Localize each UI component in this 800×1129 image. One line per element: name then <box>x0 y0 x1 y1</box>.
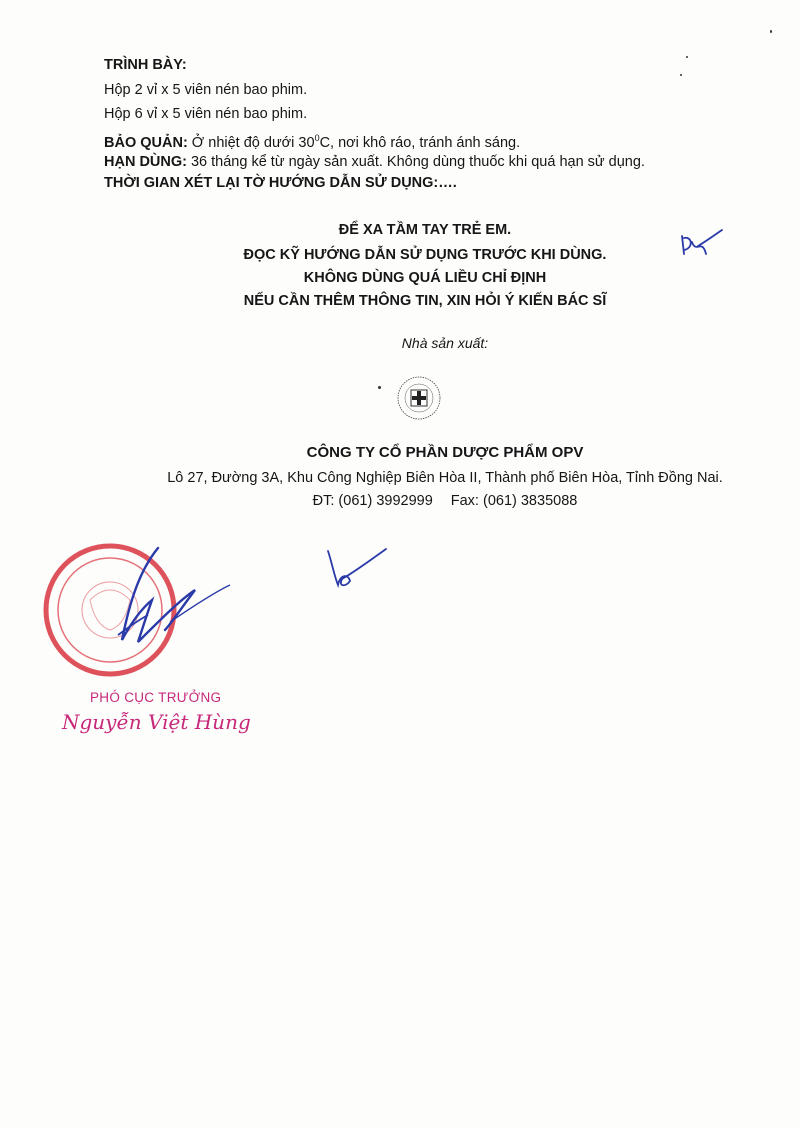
company-fax: Fax: (061) 3835088 <box>450 493 578 509</box>
speck-mark <box>680 74 682 76</box>
warning-3: KHÔNG DÙNG QUÁ LIỀU CHỈ ĐỊNH <box>303 270 547 286</box>
presentation-item-2: Hộp 6 vỉ x 5 viên nén bao phim. <box>104 106 308 122</box>
expiry-label: HẠN DÙNG: <box>104 154 187 170</box>
speck-mark <box>686 56 688 58</box>
manufacturer-label: Nhà sản xuất: <box>401 335 489 351</box>
storage-label: BẢO QUẢN: <box>104 134 188 151</box>
company-logo-icon <box>396 375 442 421</box>
warning-2: ĐỌC KỸ HƯỚNG DẪN SỬ DỤNG TRƯỚC KHI DÙNG. <box>243 247 607 263</box>
company-name: CÔNG TY CỔ PHẦN DƯỢC PHẨM OPV <box>306 444 584 461</box>
company-phone: ĐT: (061) 3992999 <box>312 493 433 509</box>
official-name: Nguyễn Việt Hùng <box>62 710 251 734</box>
warning-1: ĐỂ XA TẦM TAY TRẺ EM. <box>338 222 512 238</box>
storage-degree: 0 <box>314 133 320 143</box>
initials-signature-icon <box>676 228 726 262</box>
official-title: PHÓ CỤC TRƯỞNG <box>90 690 222 705</box>
speck-mark <box>770 30 772 33</box>
speck-mark <box>378 386 381 389</box>
storage-text-before: Ở nhiệt độ dưới 30 <box>187 134 315 151</box>
expiry-line <box>104 153 645 171</box>
presentation-heading: TRÌNH BÀY: <box>104 57 187 73</box>
company-contact <box>45 493 800 509</box>
warning-4: NẾU CẦN THÊM THÔNG TIN, XIN HỎI Ý KIẾN BÁC SĨ <box>243 293 607 309</box>
review-line: THỜI GIAN XÉT LẠI TỜ HƯỚNG DẪN SỬ DỤNG:…. <box>104 175 457 191</box>
company-address: Lô 27, Đường 3A, Khu Công Nghiệp Biên Hòa II, Thành phố Biên Hòa, Tỉnh Đồng Nai. <box>167 470 723 486</box>
storage-line <box>104 129 520 152</box>
storage-text-after: C, nơi khô ráo, tránh ánh sáng. <box>319 134 521 151</box>
official-seal-icon <box>30 530 250 690</box>
expiry-text: 36 tháng kể từ ngày sản xuất. Không dùng thuốc khi quá hạn sử dụng. <box>186 154 645 170</box>
middle-signature-icon <box>318 545 390 593</box>
presentation-item-1: Hộp 2 vỉ x 5 viên nén bao phim. <box>104 82 308 98</box>
